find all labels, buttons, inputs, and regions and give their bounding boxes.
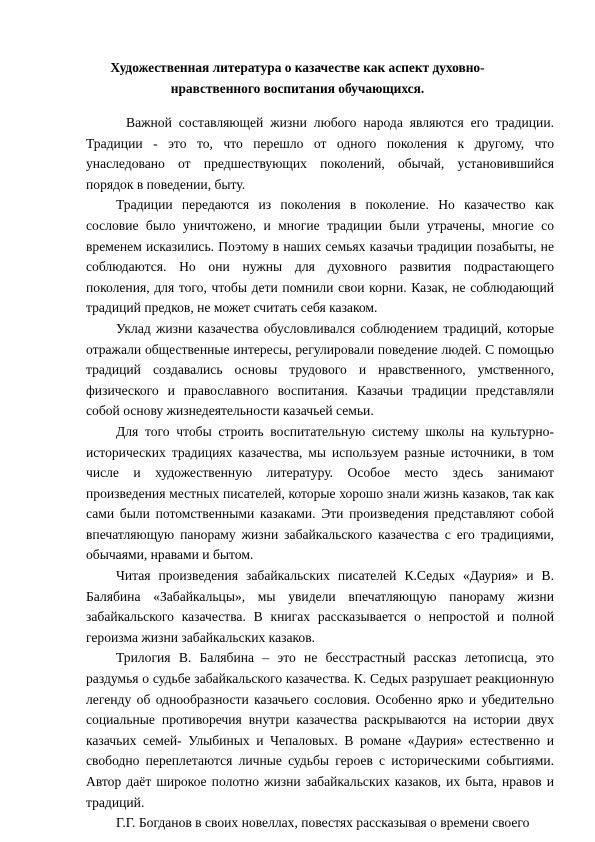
document-title bbox=[60, 57, 535, 99]
paragraph: Важной составляющей жизни любого народа являются его традиции. Традиции - это то, что перешло от одного поколения к другому, что унаследовано от предшествующих поколений, обычай, установившийся порядок в поведении, быту. bbox=[86, 115, 554, 192]
paragraph: Трилогия В. Балябина – это не бесстрастный рассказ летописца, это раздумья о судьбе забайкальского казачества. К. Седых разрушает реакционную легенду об однообразности казачьего сословия. Особенно ярко и убедительно социальные противоречия внутри казачества раскрываются на истории двух казачьих семей- Улыбиных и Чепаловых. В романе «Даурия» естественно и свободно переплетаются личные судьбы героев с историческими событиями. Автор даёт широкое полотно жизни забайкальских казаков, их быта, нравов и традиций. bbox=[86, 650, 554, 810]
title-line-1: Художественная литература о казачестве как аспект духовно- bbox=[110, 60, 485, 75]
title-line-2: нравственного воспитания обучающихся. bbox=[170, 81, 425, 96]
paragraph: Для того чтобы строить воспитательную систему школы на культурно-исторических традициях казачества, мы используем разные источники, в том числе и художественную литературу. Особое место здесь занимают произведения местных писателей, которые хорошо знали жизнь казаков, так как сами были потомственными казаками. Эти произведения представляют собой впечатляющую панораму жизни забайкальского казачества с его традициями, обычаями, нравами и бытом. bbox=[86, 423, 554, 563]
document-body bbox=[86, 113, 554, 834]
paragraph: Г.Г. Богданов в своих новеллах, повестях рассказывая о времени своего bbox=[116, 815, 530, 831]
paragraph: Читая произведения забайкальских писателей К.Седых «Даурия» и В. Балябина «Забайкальцы», мы увидели впечатляющую панораму жизни забайкальского казачества. В книгах рассказывается о непростой и полной героизма жизни забайкальских казаков. bbox=[86, 568, 554, 645]
paragraph: Уклад жизни казачества обусловливался соблюдением традиций, которые отражали общественные интересы, регулировали поведение людей. С помощью традиций создавались основы трудового и нравственного, умственного, физического и православного воспитания. Казачьи традиции представляли собой основу жизнедеятельности казачьей семьи. bbox=[86, 320, 554, 419]
paragraph: Традиции передаются из поколения в поколение. Но казачество как сословие было уничтожено, и многие традиции были утрачены, многие со временем исказились. Поэтому в наших семьях казачьи традиции позабыты, не соблюдаются. Но они нужны для духовного развития подрастающего поколения, для того, чтобы дети помнили свои корни. Казак, не соблюдающий традиций предков, не может считать себя казаком. bbox=[86, 197, 554, 316]
